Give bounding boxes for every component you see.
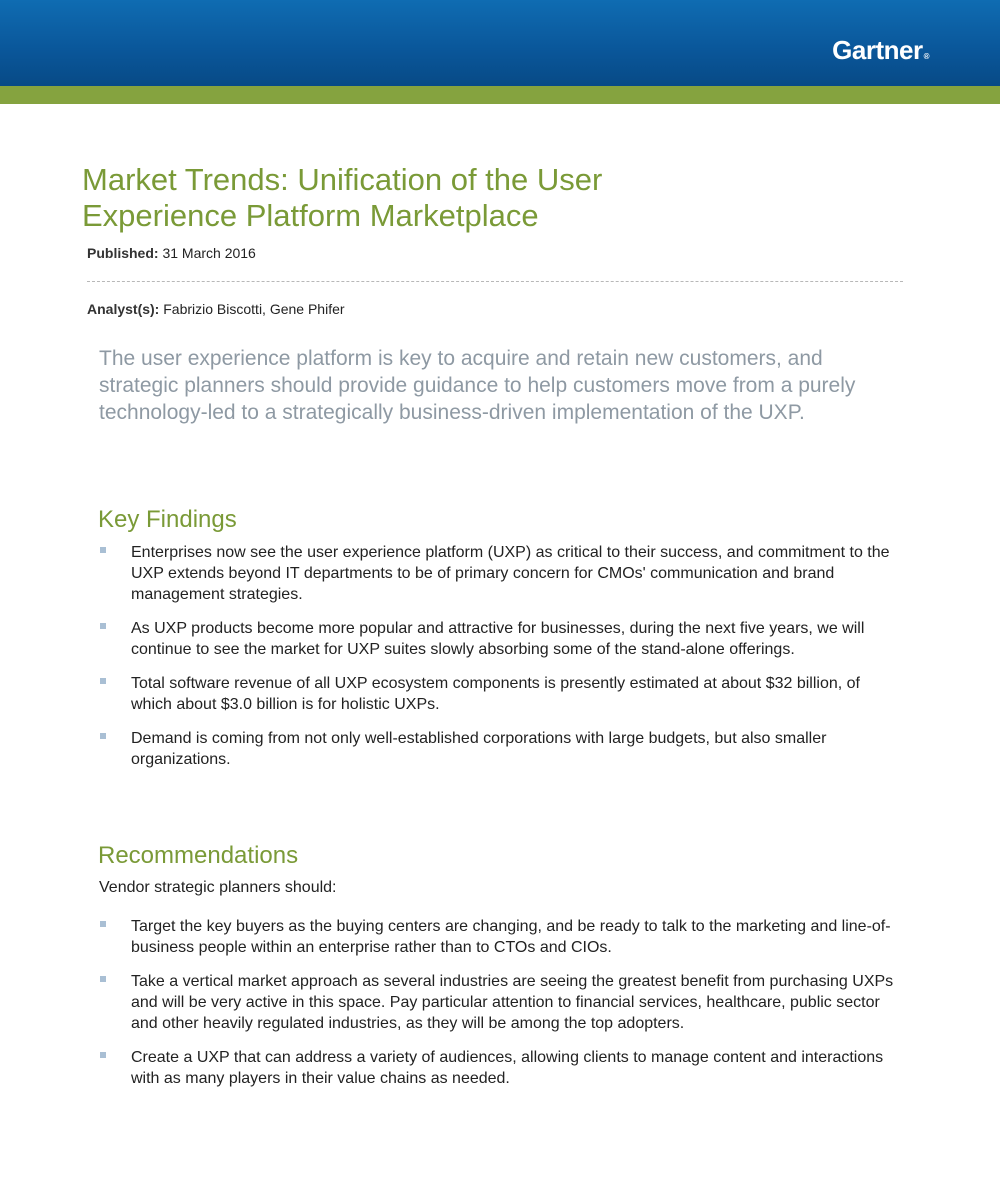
list-item-text: Take a vertical market approach as several industries are seeing the greatest benefit from purchasing UXPs and will be very active in this space. Pay particular attention to financial services, healthcare, public sector and other heavily regulated industries, as they will be among the top adopters. (131, 973, 894, 1032)
analysts-label: Analyst(s): (87, 301, 160, 317)
recommendations-list (98, 916, 898, 1102)
header-band (0, 0, 1000, 86)
analysts-names: Fabrizio Biscotti, Gene Phifer (163, 301, 345, 317)
bullet-square-icon (100, 733, 106, 739)
accent-bar (0, 86, 1000, 104)
list-item-text: As UXP products become more popular and attractive for businesses, during the next five years, we will continue to see the market for UXP suites slowly absorbing some of the stand-alone offerings. (131, 620, 865, 658)
gartner-logo (832, 35, 929, 72)
bullet-square-icon (100, 921, 106, 927)
bullet-square-icon (100, 1052, 106, 1058)
published-label: Published: (87, 245, 159, 261)
registered-mark: ® (923, 52, 929, 61)
summary-text: The user experience platform is key to acquire and retain new customers, and strategic planners should provide guidance to help customers move from a purely technology-led to a strategically business-driven implementation of the UXP. (99, 347, 856, 424)
bullet-square-icon (100, 547, 106, 553)
published-line (87, 244, 256, 262)
published-date: 31 March 2016 (162, 245, 256, 261)
bullet-square-icon (100, 678, 106, 684)
list-item-text: Total software revenue of all UXP ecosystem components is presently estimated at about $32 billion, of which about $3.0 billion is for holistic UXPs. (131, 675, 860, 713)
title-line-2: Experience Platform Marketplace (82, 198, 539, 233)
list-item (98, 916, 898, 958)
list-item-text: Create a UXP that can address a variety of audiences, allowing clients to manage content and interactions with as many players in their value chains as needed. (131, 1049, 884, 1087)
bullet-square-icon (100, 623, 106, 629)
logo-text: Gartner (832, 35, 923, 65)
list-item (98, 971, 898, 1034)
document-title (82, 162, 902, 234)
list-item-text: Demand is coming from not only well-established corporations with large budgets, but also smaller organizations. (131, 730, 827, 768)
dashed-divider (87, 281, 903, 282)
list-item (98, 1047, 898, 1089)
analysts-line (87, 300, 345, 318)
list-item (98, 728, 898, 770)
list-item-text: Enterprises now see the user experience platform (UXP) as critical to their success, and commitment to the UXP extends beyond IT departments to be of primary concern for CMOs' communication and brand management strategies. (131, 544, 890, 603)
list-item-text: Target the key buyers as the buying centers are changing, and be ready to talk to the marketing and line-of-business people within an enterprise rather than to CTOs and CIOs. (131, 918, 891, 956)
key-findings-list (98, 542, 898, 783)
list-item (98, 673, 898, 715)
recommendations-heading: Recommendations (98, 842, 299, 869)
recommendations-intro: Vendor strategic planners should: (99, 879, 337, 896)
title-line-1: Market Trends: Unification of the User (82, 162, 603, 197)
list-item (98, 618, 898, 660)
key-findings-heading: Key Findings (98, 506, 237, 533)
bullet-square-icon (100, 976, 106, 982)
list-item (98, 542, 898, 605)
